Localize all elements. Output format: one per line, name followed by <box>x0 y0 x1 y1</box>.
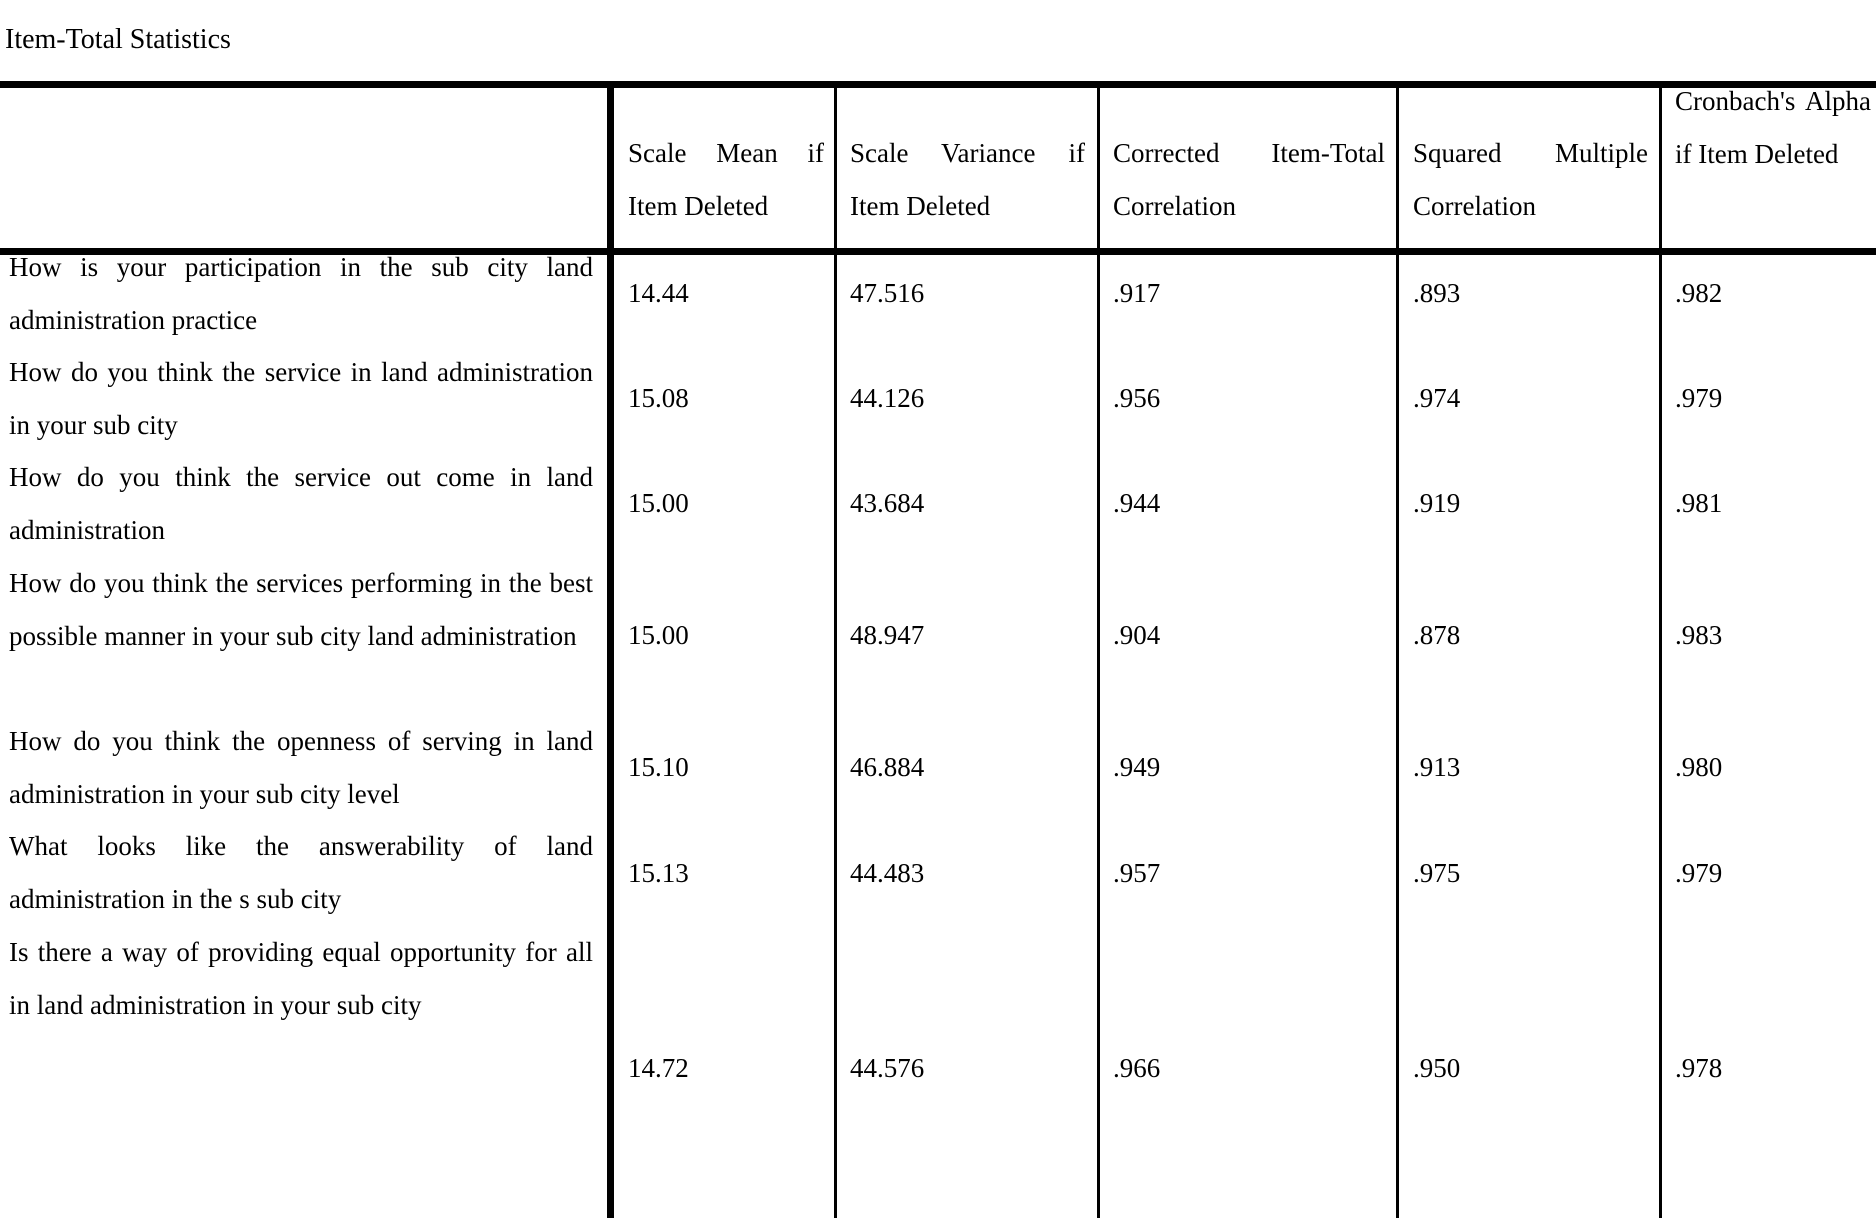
column-header-corrected-correlation: Corrected Item-Total Correlation <box>1113 138 1385 221</box>
cell-cronbach-alpha: .978 <box>1675 1053 1723 1083</box>
column-header-scale-variance: Scale Variance if Item Deleted <box>850 138 1085 221</box>
column-divider-4 <box>1659 88 1662 1218</box>
cell-cronbach-alpha: .980 <box>1675 752 1723 782</box>
cell-cronbach-alpha: .982 <box>1675 278 1723 308</box>
cell-scale-mean: 15.00 <box>628 488 689 518</box>
cell-scale-mean: 15.13 <box>628 858 689 888</box>
cell-squared-multiple: .919 <box>1413 488 1461 518</box>
cell-corrected-correlation: .904 <box>1113 620 1161 650</box>
cell-squared-multiple: .950 <box>1413 1053 1461 1083</box>
cell-corrected-correlation: .966 <box>1113 1053 1161 1083</box>
cell-squared-multiple: .975 <box>1413 858 1461 888</box>
row-label-7: Is there a way of providing equal opportunity for all in land administration in your sub city <box>9 937 593 1020</box>
cell-corrected-correlation: .956 <box>1113 383 1161 413</box>
cell-corrected-correlation: .917 <box>1113 278 1161 308</box>
cell-corrected-correlation: .949 <box>1113 752 1161 782</box>
cell-scale-variance: 46.884 <box>850 752 925 782</box>
column-divider-2 <box>1097 88 1100 1218</box>
cell-corrected-correlation: .957 <box>1113 858 1161 888</box>
row-label-1: How is your participation in the sub city land administration practice <box>9 252 593 335</box>
cell-scale-mean: 15.00 <box>628 620 689 650</box>
table-top-rule <box>0 81 1876 88</box>
cell-squared-multiple: .878 <box>1413 620 1461 650</box>
column-divider-label <box>607 88 614 1218</box>
table-title: Item-Total Statistics <box>5 24 231 55</box>
column-divider-3 <box>1396 88 1399 1218</box>
column-divider-1 <box>834 88 837 1218</box>
column-header-squared-multiple: Squared Multiple Correlation <box>1413 138 1648 221</box>
cell-scale-mean: 15.10 <box>628 752 689 782</box>
cell-corrected-correlation: .944 <box>1113 488 1161 518</box>
cell-scale-mean: 14.72 <box>628 1053 689 1083</box>
column-header-cronbach-alpha: Cronbach's Alpha if Item Deleted <box>1675 86 1871 169</box>
row-label-3: How do you think the service out come in land administration <box>9 462 593 545</box>
cell-scale-variance: 43.684 <box>850 488 925 518</box>
cell-cronbach-alpha: .981 <box>1675 488 1723 518</box>
cell-scale-variance: 44.483 <box>850 858 925 888</box>
cell-scale-variance: 44.576 <box>850 1053 925 1083</box>
cell-scale-variance: 44.126 <box>850 383 925 413</box>
cell-cronbach-alpha: .979 <box>1675 858 1723 888</box>
row-label-5: How do you think the openness of serving in land administration in your sub city level <box>9 726 593 809</box>
cell-scale-mean: 15.08 <box>628 383 689 413</box>
cell-scale-variance: 47.516 <box>850 278 925 308</box>
cell-scale-variance: 48.947 <box>850 620 925 650</box>
cell-squared-multiple: .974 <box>1413 383 1461 413</box>
column-header-scale-mean: Scale Mean if Item Deleted <box>628 138 824 221</box>
cell-squared-multiple: .913 <box>1413 752 1461 782</box>
cell-scale-mean: 14.44 <box>628 278 689 308</box>
cell-squared-multiple: .893 <box>1413 278 1461 308</box>
row-label-2: How do you think the service in land administration in your sub city <box>9 357 593 440</box>
cell-cronbach-alpha: .983 <box>1675 620 1723 650</box>
row-label-6: What looks like the answerability of land administration in the s sub city <box>9 831 593 914</box>
cell-cronbach-alpha: .979 <box>1675 383 1723 413</box>
row-label-4: How do you think the services performing in the best possible manner in your sub city land administration <box>9 568 593 651</box>
